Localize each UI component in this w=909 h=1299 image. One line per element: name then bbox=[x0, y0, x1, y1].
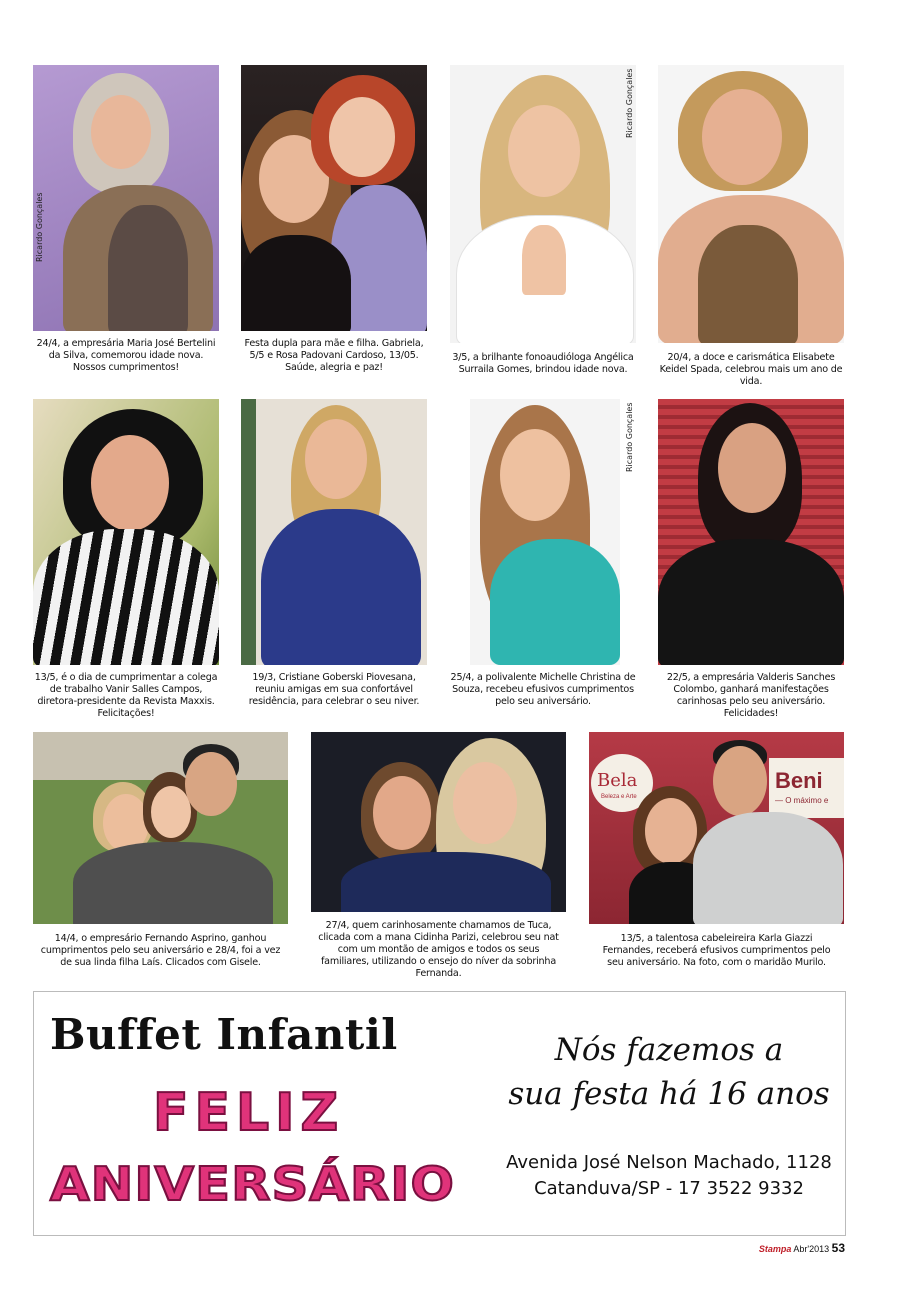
photo-caption: 24/4, a empresária Maria José Bertelini da Silva, comemorou idade nova. Nossos cumprimentos! bbox=[36, 338, 216, 373]
feliz-aniversario-logo bbox=[48, 1072, 468, 1222]
photo-caption: 25/4, a polivalente Michelle Christina de Souza, recebeu efusivos cumprimentos pelo seu aniversário. bbox=[450, 672, 636, 707]
photo-caption: 13/5, é o dia de cumprimentar a colega de trabalho Vanir Salles Campos, diretora-presidente da Revista Maxxis. Felicitações! bbox=[34, 672, 218, 719]
backdrop-bela-text: Bela bbox=[597, 770, 638, 791]
ad-address-line-2: Catanduva/SP - 17 3522 9332 bbox=[534, 1178, 804, 1199]
page-footer bbox=[759, 1241, 845, 1255]
logo-line-1: FELIZ bbox=[153, 1083, 345, 1143]
backdrop-bela-subtext: Beleza e Arte bbox=[601, 794, 637, 800]
footer-issue: Abr'2013 bbox=[793, 1244, 830, 1254]
photo-caption: Festa dupla para mãe e filha. Gabriela, 5/5 e Rosa Padovani Cardoso, 13/05. Saúde, alegria e paz! bbox=[244, 338, 424, 373]
photo-karla-murilo bbox=[589, 732, 844, 924]
ad-title: Buffet Infantil bbox=[50, 1010, 398, 1059]
ad-slogan-line-2: sua festa há 16 anos bbox=[508, 1076, 830, 1112]
photo-caption: 20/4, a doce e carismática Elisabete Keidel Spada, celebrou mais um ano de vida. bbox=[659, 352, 843, 387]
photo-caption: 27/4, quem carinhosamente chamamos de Tuca, clicada com a mana Cidinha Parizi, celebrou seu nat com um montão de amigos e todos os seus familiares, utilizando o ensejo do níver da sobrinha Fernanda. bbox=[318, 920, 559, 979]
photo-credit: Ricardo Gonçales bbox=[625, 402, 634, 472]
photo-valderis bbox=[658, 399, 844, 665]
page-number: 53 bbox=[831, 1241, 845, 1255]
photo-cristiane bbox=[241, 399, 427, 665]
photo-angelica bbox=[450, 65, 636, 343]
photo-credit: Ricardo Gonçales bbox=[35, 192, 44, 262]
photo-caption: 13/5, a talentosa cabeleireira Karla Giazzi Fernandes, receberá efusivos cumprimentos pelo seu aniversário. Na foto, com o maridão Murilo. bbox=[602, 933, 831, 968]
footer-brand: Stampa bbox=[758, 1244, 792, 1254]
ad-slogan-line-1: Nós fazemos a bbox=[554, 1032, 784, 1068]
photo-fernando-lais bbox=[33, 732, 288, 924]
logo-line-2: ANIVERSÁRIO bbox=[50, 1157, 455, 1211]
photo-gabriela-rosa bbox=[241, 65, 427, 331]
photo-elisabete bbox=[658, 65, 844, 343]
backdrop-beni-subtext: — O máximo e bbox=[775, 796, 829, 805]
photo-credit: Ricardo Gonçales bbox=[625, 68, 634, 138]
backdrop-beni-text: Beni bbox=[775, 768, 823, 793]
ad-address-line-1: Avenida José Nelson Machado, 1128 bbox=[506, 1152, 832, 1173]
photo-caption: 22/5, a empresária Valderis Sanches Colombo, ganhará manifestações carinhosas pelo seu aniversário. Felicidades! bbox=[666, 672, 836, 719]
photo-maria-jose bbox=[33, 65, 219, 331]
photo-tuca-cidinha bbox=[311, 732, 566, 912]
photo-caption: 19/3, Cristiane Goberski Piovesana, reuniu amigas em sua confortável residência, para celebrar o seu niver. bbox=[248, 672, 420, 707]
photo-michelle bbox=[470, 399, 620, 665]
photo-caption: 14/4, o empresário Fernando Asprino, ganhou cumprimentos pelo seu aniversário e 28/4, foi a vez de sua linda filha Laís. Clicados com Gisele. bbox=[40, 933, 281, 968]
buffet-advertisement bbox=[33, 991, 846, 1236]
photo-caption: 3/5, a brilhante fonoaudióloga Angélica Surraila Gomes, brindou idade nova. bbox=[452, 352, 634, 375]
photo-vanir bbox=[33, 399, 219, 665]
